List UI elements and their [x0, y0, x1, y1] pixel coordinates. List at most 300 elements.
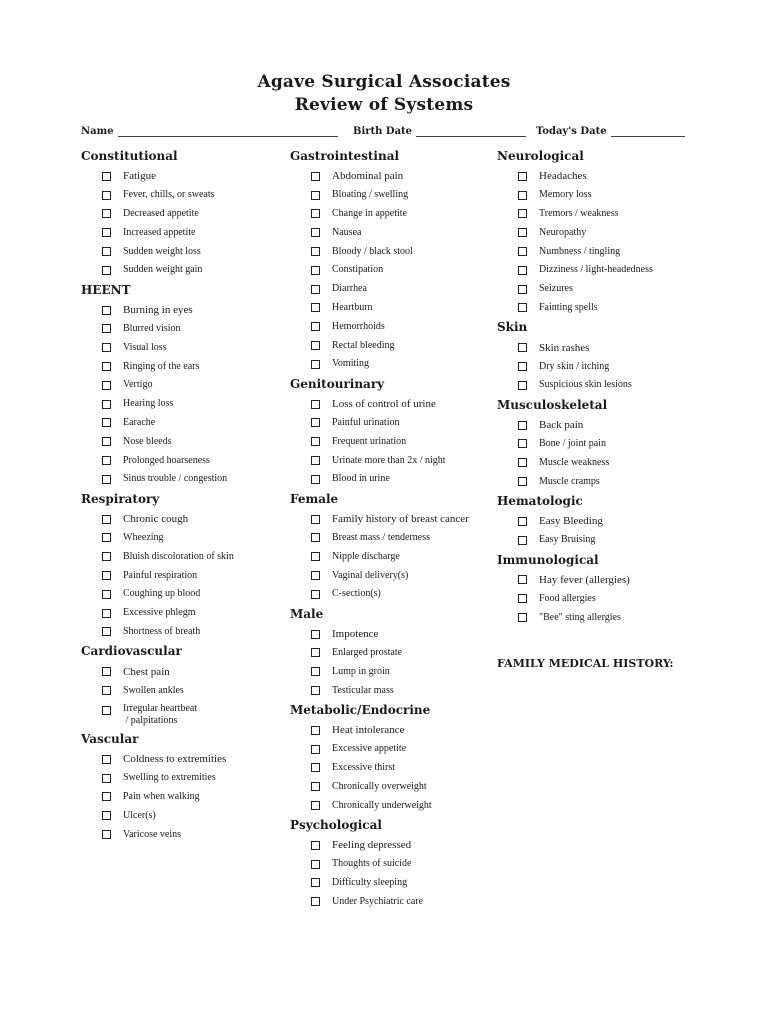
checklist-item-label: Visual loss	[123, 341, 167, 353]
checklist-item[interactable]	[497, 472, 697, 491]
checkbox[interactable]	[311, 475, 320, 484]
checklist-item[interactable]	[497, 299, 697, 318]
checkbox[interactable]	[311, 763, 320, 772]
checkbox[interactable]	[102, 792, 111, 801]
checklist-item[interactable]	[497, 357, 697, 376]
checkbox[interactable]	[102, 515, 111, 524]
checklist-item-label: Nausea	[332, 226, 362, 238]
checklist-item[interactable]	[290, 644, 490, 663]
section-heading: Genitourinary	[290, 376, 385, 391]
checklist-item-label: Seizures	[539, 283, 573, 295]
checkbox[interactable]	[102, 609, 111, 618]
checklist-item-label: Ringing of the ears	[123, 360, 200, 372]
checklist-item[interactable]	[81, 825, 281, 844]
section-female	[290, 489, 490, 604]
checkbox[interactable]	[311, 726, 320, 735]
checklist-item[interactable]	[81, 451, 281, 470]
checklist-item[interactable]	[81, 338, 281, 357]
checklist-item-label: Fatigue	[123, 170, 156, 183]
checkbox[interactable]	[102, 247, 111, 256]
checkbox[interactable]	[311, 341, 320, 350]
checklist-item-label: Heat intolerance	[332, 724, 405, 737]
checklist-item-label: Varicose veins	[123, 828, 182, 840]
checklist-item-label: Fever, chills, or sweats	[123, 189, 215, 201]
checklist-item[interactable]	[290, 242, 490, 261]
checklist-item[interactable]	[497, 242, 697, 261]
checklist-item[interactable]	[497, 571, 697, 590]
checklist-item-label: Coughing up blood	[123, 588, 201, 600]
checkbox[interactable]	[102, 552, 111, 561]
checklist-item-label: Urinate more than 2x / night	[332, 454, 446, 466]
checkbox[interactable]	[102, 191, 111, 200]
checkbox[interactable]	[102, 362, 111, 371]
section-musculoskeletal	[497, 395, 697, 491]
checkbox[interactable]	[102, 418, 111, 427]
checklist-item-label: Blurred vision	[123, 322, 181, 334]
checkbox[interactable]	[311, 172, 320, 181]
todays-date-label: Today's Date	[536, 126, 607, 137]
checkbox[interactable]	[102, 324, 111, 333]
checkbox[interactable]	[311, 228, 320, 237]
checklist-item[interactable]	[497, 280, 697, 299]
checklist-item[interactable]	[81, 623, 281, 642]
checkbox[interactable]	[311, 209, 320, 218]
checklist-item-label: Increased appetite	[123, 226, 196, 238]
checklist-item-label: Painful respiration	[123, 569, 198, 581]
section-heading: Skin	[497, 320, 528, 335]
section-heading: Male	[290, 606, 324, 621]
checklist-item[interactable]	[290, 414, 490, 433]
checklist-item[interactable]	[497, 261, 697, 280]
checklist-item[interactable]	[497, 512, 697, 531]
checklist-item[interactable]	[81, 186, 281, 205]
checklist-item-label: Enlarged prostate	[332, 646, 403, 658]
section-heading: Female	[290, 491, 339, 506]
checklist-item[interactable]	[497, 223, 697, 242]
checklist-item[interactable]	[290, 681, 490, 700]
checklist-item[interactable]	[290, 759, 490, 778]
checkbox[interactable]	[311, 437, 320, 446]
section-heading: Constitutional	[81, 149, 178, 163]
checkbox[interactable]	[311, 667, 320, 676]
section-genitourinary	[290, 374, 490, 489]
section-heading: Musculoskeletal	[497, 397, 608, 412]
checkbox[interactable]	[311, 648, 320, 657]
checkbox[interactable]	[102, 172, 111, 181]
checklist-item[interactable]	[290, 836, 490, 855]
checkbox[interactable]	[311, 191, 320, 200]
section-immunological	[497, 550, 697, 627]
checklist-item[interactable]	[290, 355, 490, 374]
checklist-item[interactable]	[81, 750, 281, 769]
checklist-item-label: Easy Bleeding	[539, 515, 603, 528]
checklist-item[interactable]	[290, 451, 490, 470]
checklist-item-label: "Bee" sting allergies	[539, 611, 621, 623]
checklist-item[interactable]	[290, 874, 490, 893]
checklist-item[interactable]	[290, 721, 490, 740]
checkbox[interactable]	[311, 801, 320, 810]
checklist-item-label: Tremors / weakness	[539, 207, 619, 219]
section-heading: Respiratory	[81, 491, 160, 506]
checkbox[interactable]	[518, 172, 527, 181]
checklist-item-label: Lump in groin	[332, 665, 390, 677]
section-hematologic	[497, 491, 697, 550]
checklist-item[interactable]	[81, 788, 281, 807]
checklist-item-label: Change in appetite	[332, 207, 407, 219]
checklist-item[interactable]	[81, 700, 281, 729]
checkbox[interactable]	[311, 418, 320, 427]
birth-date-field[interactable]	[353, 126, 526, 137]
checklist-item[interactable]	[81, 301, 281, 320]
checklist-item[interactable]	[290, 777, 490, 796]
section-psychological	[290, 815, 490, 911]
checkbox[interactable]	[311, 285, 320, 294]
checkbox[interactable]	[102, 686, 111, 695]
checklist-item[interactable]	[290, 740, 490, 759]
checklist-item-label: Excessive appetite	[332, 743, 407, 755]
form-title: Agave Surgical Associates	[257, 72, 511, 92]
checklist-item-label: Headaches	[539, 170, 587, 183]
checkbox[interactable]	[102, 667, 111, 676]
checkbox[interactable]	[102, 381, 111, 390]
checkbox[interactable]	[102, 571, 111, 580]
checklist-item[interactable]	[290, 529, 490, 548]
checkbox[interactable]	[102, 475, 111, 484]
checkbox[interactable]	[518, 285, 527, 294]
checklist-item[interactable]	[497, 531, 697, 550]
checklist-item-label: Testicular mass	[332, 684, 394, 696]
checklist-item[interactable]	[81, 604, 281, 623]
checkbox[interactable]	[311, 322, 320, 331]
section-heading: Neurological	[497, 149, 584, 163]
checklist-item[interactable]	[81, 510, 281, 529]
section-gastrointestinal	[290, 146, 490, 374]
checkbox[interactable]	[518, 517, 527, 526]
checklist-item[interactable]	[81, 357, 281, 376]
section-cardiovascular	[81, 641, 281, 729]
checkbox[interactable]	[102, 774, 111, 783]
checkbox[interactable]	[311, 782, 320, 791]
checklist-item-label: Muscle cramps	[539, 475, 600, 487]
checklist-item-label: Constipation	[332, 264, 384, 276]
checklist-item[interactable]	[497, 589, 697, 608]
checklist-item[interactable]	[81, 395, 281, 414]
checklist-item-label: Neuropathy	[539, 226, 587, 238]
checkbox[interactable]	[311, 841, 320, 850]
checkbox[interactable]	[311, 745, 320, 754]
checkbox[interactable]	[102, 456, 111, 465]
checklist-item[interactable]	[497, 167, 697, 186]
section-heading: Vascular	[81, 731, 139, 746]
checklist-item-label: Shortness of breath	[123, 625, 201, 637]
checklist-item[interactable]	[497, 453, 697, 472]
checkbox[interactable]	[102, 755, 111, 764]
section-heading: Gastrointestinal	[290, 149, 400, 163]
form-subtitle: Review of Systems	[294, 95, 474, 115]
checklist-item-label: Sudden weight gain	[123, 264, 203, 276]
checklist-item-label: Fainting spells	[539, 301, 598, 313]
checklist-item-label: Back pain	[539, 419, 584, 432]
section-constitutional	[81, 146, 281, 280]
checklist-item[interactable]	[290, 566, 490, 585]
checklist-item[interactable]	[290, 662, 490, 681]
checkbox[interactable]	[518, 247, 527, 256]
checklist-item[interactable]	[81, 432, 281, 451]
checkbox[interactable]	[518, 536, 527, 545]
checklist-item[interactable]	[81, 585, 281, 604]
checklist-item-label: Nose bleeds	[123, 435, 172, 447]
checkbox[interactable]	[518, 458, 527, 467]
checklist-item[interactable]	[81, 242, 281, 261]
checkbox[interactable]	[518, 594, 527, 603]
checklist-item-label: Bone / joint pain	[539, 437, 606, 449]
checklist-item[interactable]	[81, 769, 281, 788]
checklist-item[interactable]	[290, 299, 490, 318]
checkbox[interactable]	[311, 303, 320, 312]
checklist-item-label: Bloating / swelling	[332, 189, 409, 201]
checkbox[interactable]	[311, 247, 320, 256]
checklist-item[interactable]	[497, 338, 697, 357]
checklist-item[interactable]	[290, 510, 490, 529]
checklist-item-label: Loss of control of urine	[332, 398, 436, 411]
checklist-item-label: Difficulty sleeping	[332, 876, 408, 888]
checkbox[interactable]	[102, 533, 111, 542]
checklist-item-label: Easy Bruising	[539, 534, 596, 546]
checklist-item[interactable]	[290, 547, 490, 566]
checklist-item-label: Heartburn	[332, 301, 373, 313]
checkbox[interactable]	[311, 571, 320, 580]
section-heading: Hematologic	[497, 493, 583, 508]
checkbox[interactable]	[311, 878, 320, 887]
checklist-item[interactable]	[290, 892, 490, 911]
checkbox[interactable]	[311, 630, 320, 639]
checklist-item[interactable]	[81, 470, 281, 489]
checkbox[interactable]	[518, 362, 527, 371]
name-blank-line[interactable]	[118, 126, 338, 137]
birth-date-blank-line[interactable]	[416, 126, 526, 137]
checkbox[interactable]	[311, 686, 320, 695]
checkbox[interactable]	[102, 627, 111, 636]
checklist-item-label: Excessive phlegm	[123, 607, 196, 619]
checklist-item[interactable]	[290, 280, 490, 299]
name-field[interactable]	[81, 126, 338, 137]
checkbox[interactable]	[311, 400, 320, 409]
column-1	[81, 146, 281, 844]
checklist-item-label: Painful urination	[332, 416, 400, 428]
checklist-item-label: Diarrhea	[332, 283, 367, 295]
checklist-item-label: Thoughts of suicide	[332, 858, 412, 870]
checkbox[interactable]	[311, 266, 320, 275]
checklist-item-label: Numbness / tingling	[539, 245, 621, 257]
checklist-item-label: Breast mass / tenderness	[332, 531, 431, 543]
checklist-item-label: Hemorrhoids	[332, 320, 385, 332]
checklist-item[interactable]	[290, 205, 490, 224]
checklist-item-label: Vomiting	[332, 358, 370, 370]
checklist-item-label: Chest pain	[123, 665, 170, 678]
section-heading: Cardiovascular	[81, 644, 182, 659]
checklist-item[interactable]	[497, 435, 697, 454]
checklist-item-label: Prolonged hoarseness	[123, 454, 210, 466]
checklist-item-label: Chronically overweight	[332, 780, 427, 792]
checklist-item[interactable]	[81, 376, 281, 395]
checklist-item-label: Nipple discharge	[332, 550, 400, 562]
checklist-item-label: Dizziness / light-headedness	[539, 264, 653, 276]
checkbox[interactable]	[518, 381, 527, 390]
checkbox[interactable]	[311, 360, 320, 369]
checklist-item[interactable]	[81, 681, 281, 700]
family-medical-history-heading: FAMILY MEDICAL HISTORY:	[497, 657, 674, 670]
checkbox[interactable]	[311, 860, 320, 869]
checklist-item[interactable]	[81, 167, 281, 186]
checklist-item[interactable]	[81, 205, 281, 224]
checkbox[interactable]	[311, 515, 320, 524]
checklist-item[interactable]	[81, 806, 281, 825]
checkbox[interactable]	[518, 228, 527, 237]
checklist-item-label: Under Psychiatric care	[332, 895, 424, 907]
checklist-item[interactable]	[290, 167, 490, 186]
checklist-item-label: Swollen ankles	[123, 684, 184, 696]
section-heading: Immunological	[497, 552, 599, 567]
checkbox[interactable]	[518, 343, 527, 352]
checklist-item-label: Ulcer(s)	[123, 809, 156, 821]
checklist-item[interactable]	[290, 470, 490, 489]
checklist-item[interactable]	[497, 186, 697, 205]
checklist-item-label: C-section(s)	[332, 588, 381, 600]
checklist-item-label: Vertigo	[123, 379, 153, 391]
checklist-item[interactable]	[497, 608, 697, 627]
checklist-item-label: Frequent urination	[332, 435, 407, 447]
checkbox[interactable]	[102, 590, 111, 599]
checklist-item-label: Chronically underweight	[332, 799, 432, 811]
checklist-item-label: Food allergies	[539, 592, 596, 604]
checklist-item-label: Coldness to extremities	[123, 753, 227, 766]
checkbox[interactable]	[102, 706, 111, 715]
checklist-item-label: Vaginal delivery(s)	[332, 569, 409, 581]
checklist-item-label: Suspicious skin lesions	[539, 379, 632, 391]
checkbox[interactable]	[102, 266, 111, 275]
checklist-item[interactable]	[497, 416, 697, 435]
checklist-item-label: Rectal bleeding	[332, 339, 395, 351]
checklist-item[interactable]	[81, 223, 281, 242]
checklist-item-label: Feeling depressed	[332, 839, 412, 852]
todays-date-field[interactable]	[536, 126, 685, 137]
checkbox[interactable]	[518, 303, 527, 312]
checklist-item[interactable]	[81, 529, 281, 548]
checkbox[interactable]	[311, 552, 320, 561]
checkbox[interactable]	[518, 575, 527, 584]
section-heading: Psychological	[290, 817, 382, 832]
birth-date-label: Birth Date	[353, 126, 413, 137]
checkbox[interactable]	[102, 343, 111, 352]
checkbox[interactable]	[102, 306, 111, 315]
checklist-item-label: Decreased appetite	[123, 207, 199, 219]
checkbox[interactable]	[518, 266, 527, 275]
section-male	[290, 604, 490, 700]
checklist-item[interactable]	[81, 547, 281, 566]
checklist-item[interactable]	[290, 625, 490, 644]
checklist-item-label: Pain when walking	[123, 790, 200, 802]
checklist-item-label: Family history of breast cancer	[332, 513, 469, 526]
column-2	[290, 146, 490, 911]
checklist-item[interactable]	[497, 205, 697, 224]
checklist-item-label: Abdominal pain	[332, 170, 404, 183]
checklist-item-label: Swelling to extremities	[123, 772, 216, 784]
checkbox[interactable]	[102, 400, 111, 409]
checklist-item[interactable]	[290, 855, 490, 874]
checkbox[interactable]	[311, 533, 320, 542]
checklist-item[interactable]	[290, 317, 490, 336]
checklist-item-label: Excessive thirst	[332, 761, 396, 773]
section-metabolic-endocrine	[290, 700, 490, 815]
checklist-item-label: Earache	[123, 416, 156, 428]
checklist-item-label: Muscle weakness	[539, 456, 610, 468]
checklist-item-label: Blood in urine	[332, 473, 390, 485]
checkbox[interactable]	[518, 191, 527, 200]
section-heent	[81, 280, 281, 489]
section-neurological	[497, 146, 697, 317]
checklist-item[interactable]	[81, 566, 281, 585]
checklist-item-label: Memory loss	[539, 189, 592, 201]
checklist-item-label: Dry skin / itching	[539, 360, 610, 372]
checklist-item-label: Hearing loss	[123, 398, 174, 410]
checklist-item[interactable]	[290, 395, 490, 414]
checkbox[interactable]	[311, 590, 320, 599]
checklist-item-label: Chronic cough	[123, 513, 189, 526]
checklist-item[interactable]	[290, 432, 490, 451]
checklist-item[interactable]	[290, 186, 490, 205]
checkbox[interactable]	[518, 209, 527, 218]
checkbox[interactable]	[518, 439, 527, 448]
checkbox[interactable]	[102, 228, 111, 237]
todays-date-blank-line[interactable]	[611, 126, 685, 137]
checklist-item-label: Skin rashes	[539, 341, 590, 354]
checkbox[interactable]	[518, 613, 527, 622]
checkbox[interactable]	[311, 456, 320, 465]
checklist-item[interactable]	[290, 336, 490, 355]
checklist-item-label: Bloody / black stool	[332, 245, 413, 257]
checkbox[interactable]	[102, 437, 111, 446]
checkbox[interactable]	[518, 477, 527, 486]
checklist-item[interactable]	[290, 796, 490, 815]
checklist-item[interactable]	[81, 261, 281, 280]
checkbox[interactable]	[102, 830, 111, 839]
checkbox[interactable]	[102, 811, 111, 820]
column-3	[497, 146, 697, 627]
checklist-item[interactable]	[81, 662, 281, 681]
checklist-item[interactable]	[81, 414, 281, 433]
section-heading: HEENT	[81, 282, 131, 297]
name-label: Name	[81, 126, 114, 137]
checkbox[interactable]	[102, 209, 111, 218]
checklist-item[interactable]	[290, 223, 490, 242]
section-skin	[497, 317, 697, 394]
checklist-item-label: Bluish discoloration of skin	[123, 550, 234, 562]
section-heading: Metabolic/Endocrine	[290, 702, 431, 717]
checklist-item[interactable]	[290, 585, 490, 604]
checkbox[interactable]	[311, 897, 320, 906]
checkbox[interactable]	[518, 421, 527, 430]
section-respiratory	[81, 489, 281, 642]
checklist-item-label: Sinus trouble / congestion	[123, 473, 228, 485]
checklist-item-label: Hay fever (allergies)	[539, 573, 630, 586]
checklist-item[interactable]	[497, 376, 697, 395]
checklist-item[interactable]	[81, 320, 281, 339]
checklist-item[interactable]	[290, 261, 490, 280]
checklist-item-label: Impotence	[332, 628, 379, 641]
checklist-item-label: Burning in eyes	[123, 304, 193, 317]
section-vascular	[81, 729, 281, 844]
checklist-item-label: Sudden weight loss	[123, 245, 201, 257]
